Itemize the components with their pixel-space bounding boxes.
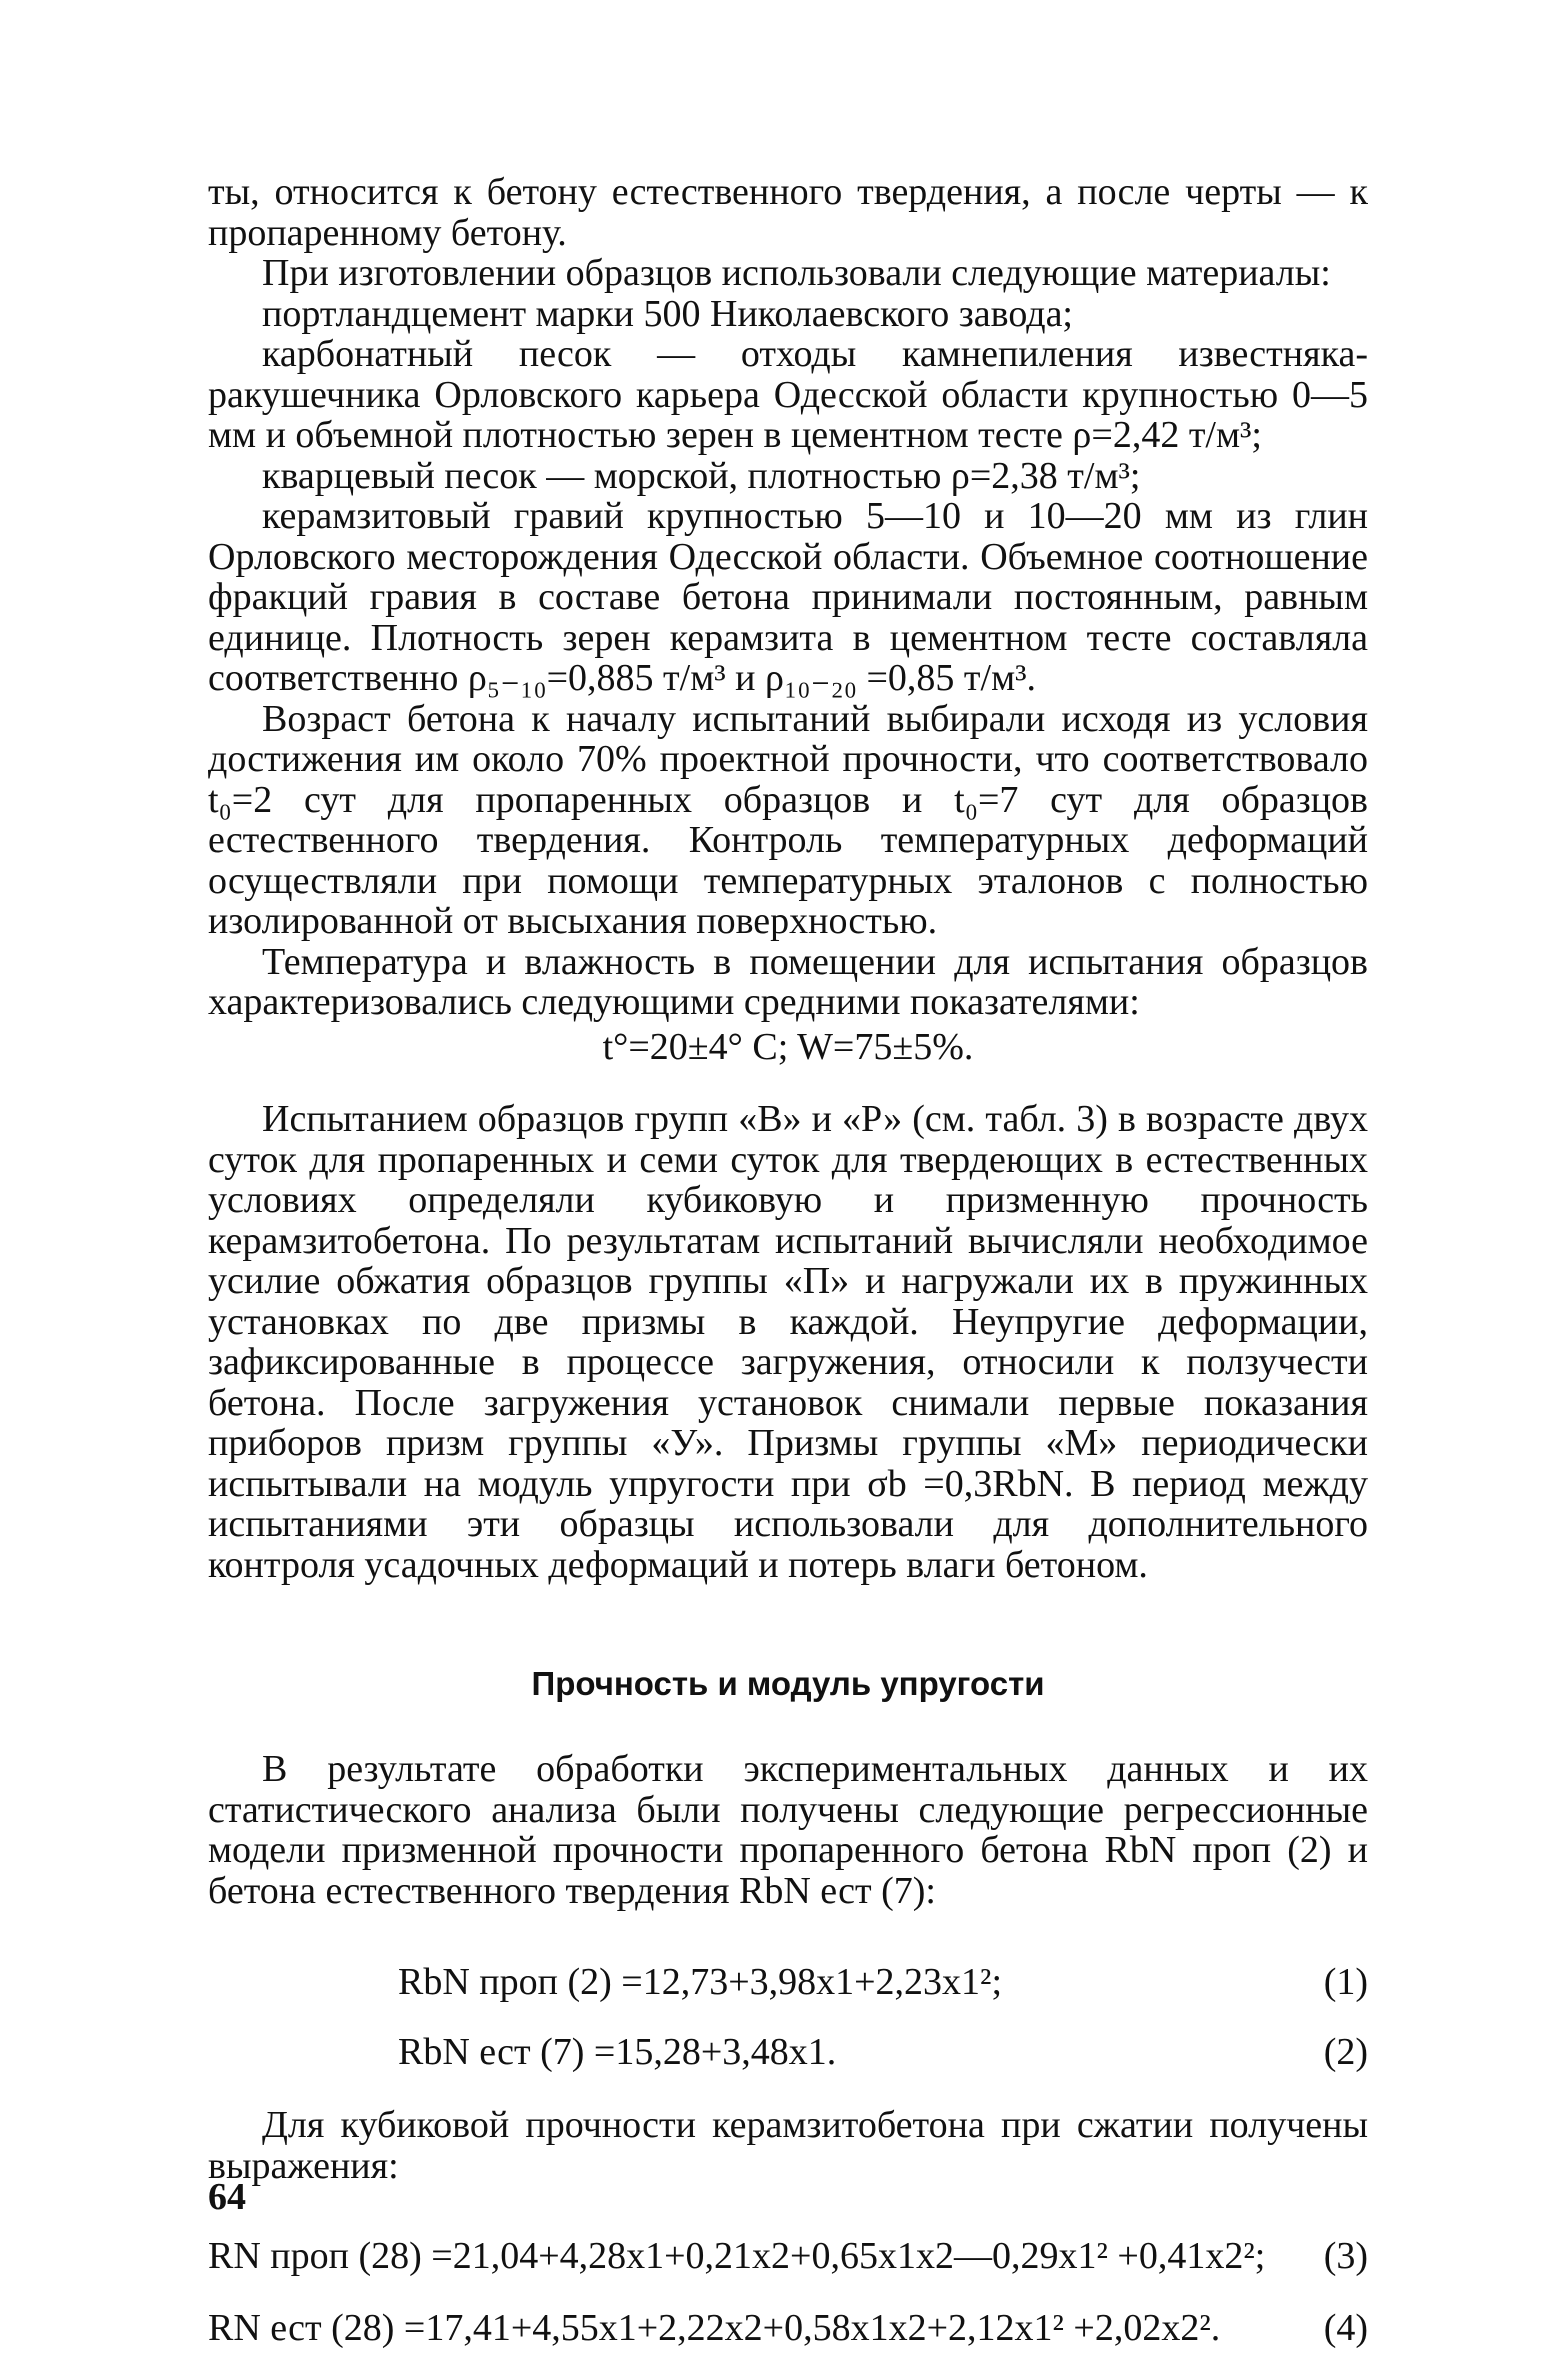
- paragraph-cube-strength: Для кубиковой прочности керамзитобетона при сжатии получены выражения:: [208, 2104, 1368, 2187]
- equation-4-expression: RN ест (28) =17,41+4,55x1+2,22x2+0,58x1x2+2,12x1² +2,02x2².: [208, 2307, 1221, 2349]
- paragraph-regression: В результате обработки экспериментальных данных и их статистического анализа были получены следующие регрессионные модели призменной прочности пропаренного бетона RbN проп (2) и бетона естественного твердения RbN ест (7):: [208, 1748, 1368, 1912]
- equation-4: [208, 2292, 1368, 2364]
- equation-1: [208, 1947, 1368, 2017]
- page-content: [208, 172, 1368, 2364]
- equation-3-expression: RN проп (28) =21,04+4,28x1+0,21x2+0,65x1x2—0,29x1² +0,41x2²;: [208, 2235, 1266, 2277]
- paragraph-concrete-age: Возраст бетона к началу испытаний выбирали исходя из условия достижения им около 70% проектной прочности, что соответствовало t₀=2 сут для пропаренных образцов и t₀=7 сут для образцов естественного твердения. Контроль температурных деформаций осуществляли при помощи температурных эталонов с полностью изолированной от высыхания поверхностью.: [208, 697, 1368, 942]
- paragraph-temperature: Температура и влажность в помещении для испытания образцов характеризовались следующими средними показателями:: [208, 940, 1368, 1023]
- equation-2: [208, 2017, 1368, 2087]
- section-heading: Прочность и модуль упругости: [531, 1665, 1045, 1702]
- equation-2-expression: RbN ест (7) =15,28+3,48x1.: [398, 2031, 837, 2073]
- paragraph-quartz-sand: кварцевый песок — морской, плотностью ρ=2,38 т/м³;: [262, 454, 1141, 497]
- formula-conditions: t°=20±4° C; W=75±5%.: [602, 1025, 974, 1068]
- equation-4-number: (4): [1323, 2307, 1368, 2349]
- equation-3-number: (3): [1323, 2235, 1368, 2277]
- paragraph-materials-intro: При изготовлении образцов использовали следующие материалы:: [262, 252, 1331, 294]
- equation-1-number: (1): [1323, 1961, 1368, 2003]
- paragraph-cement: портландцемент марки 500 Николаевского завода;: [262, 292, 1073, 335]
- page-number: 64: [208, 2176, 246, 2218]
- equation-3: [208, 2220, 1368, 2292]
- equation-2-number: (2): [1323, 2031, 1368, 2073]
- paragraph-carbonate-sand: карбонатный песок — отходы камнепиления известняка-ракушечника Орловского карьера Одесской области крупностью 0—5 мм и объемной плотностью зерен в цементном тесте ρ=2,42 т/м³;: [208, 333, 1368, 456]
- paragraph-expanded-clay: керамзитовый гравий крупностью 5—10 и 10—20 мм из глин Орловского месторождения Одесской области. Объемное соотношение фракций гравия в составе бетона принимали постоянным, равным единице. Плотность зерен керамзита в цементном тесте составляла соответственно ρ₅₋₁₀=0,885 т/м³ и ρ₁₀₋₂₀ =0,85 т/м³.: [208, 495, 1368, 699]
- paragraph-testing: Испытанием образцов групп «В» и «Р» (см. табл. 3) в возрасте двух суток для пропаренных и семи суток для твердеющих в естественных условиях определяли кубиковую и призменную прочность керамзитобетона. По результатам испытаний вычисляли необходимое усилие обжатия образцов группы «П» и нагружали их в пружинных установках по две призмы в каждой. Неупругие деформации, зафиксированные в процессе загружения, относили к ползучести бетона. После загружения установок снимали первые показания приборов призм группы «У». Призмы группы «М» периодически испытывали на модуль упругости при σb =0,3RbN. В период между испытаниями эти образцы использовали для дополнительного контроля усадочных деформаций и потерь влаги бетоном.: [208, 1098, 1368, 1586]
- equation-1-expression: RbN проп (2) =12,73+3,98x1+2,23x1²;: [398, 1961, 1003, 2003]
- paragraph-1: ты, относится к бетону естественного твердения, а после черты — к пропаренному бетону.: [208, 171, 1368, 254]
